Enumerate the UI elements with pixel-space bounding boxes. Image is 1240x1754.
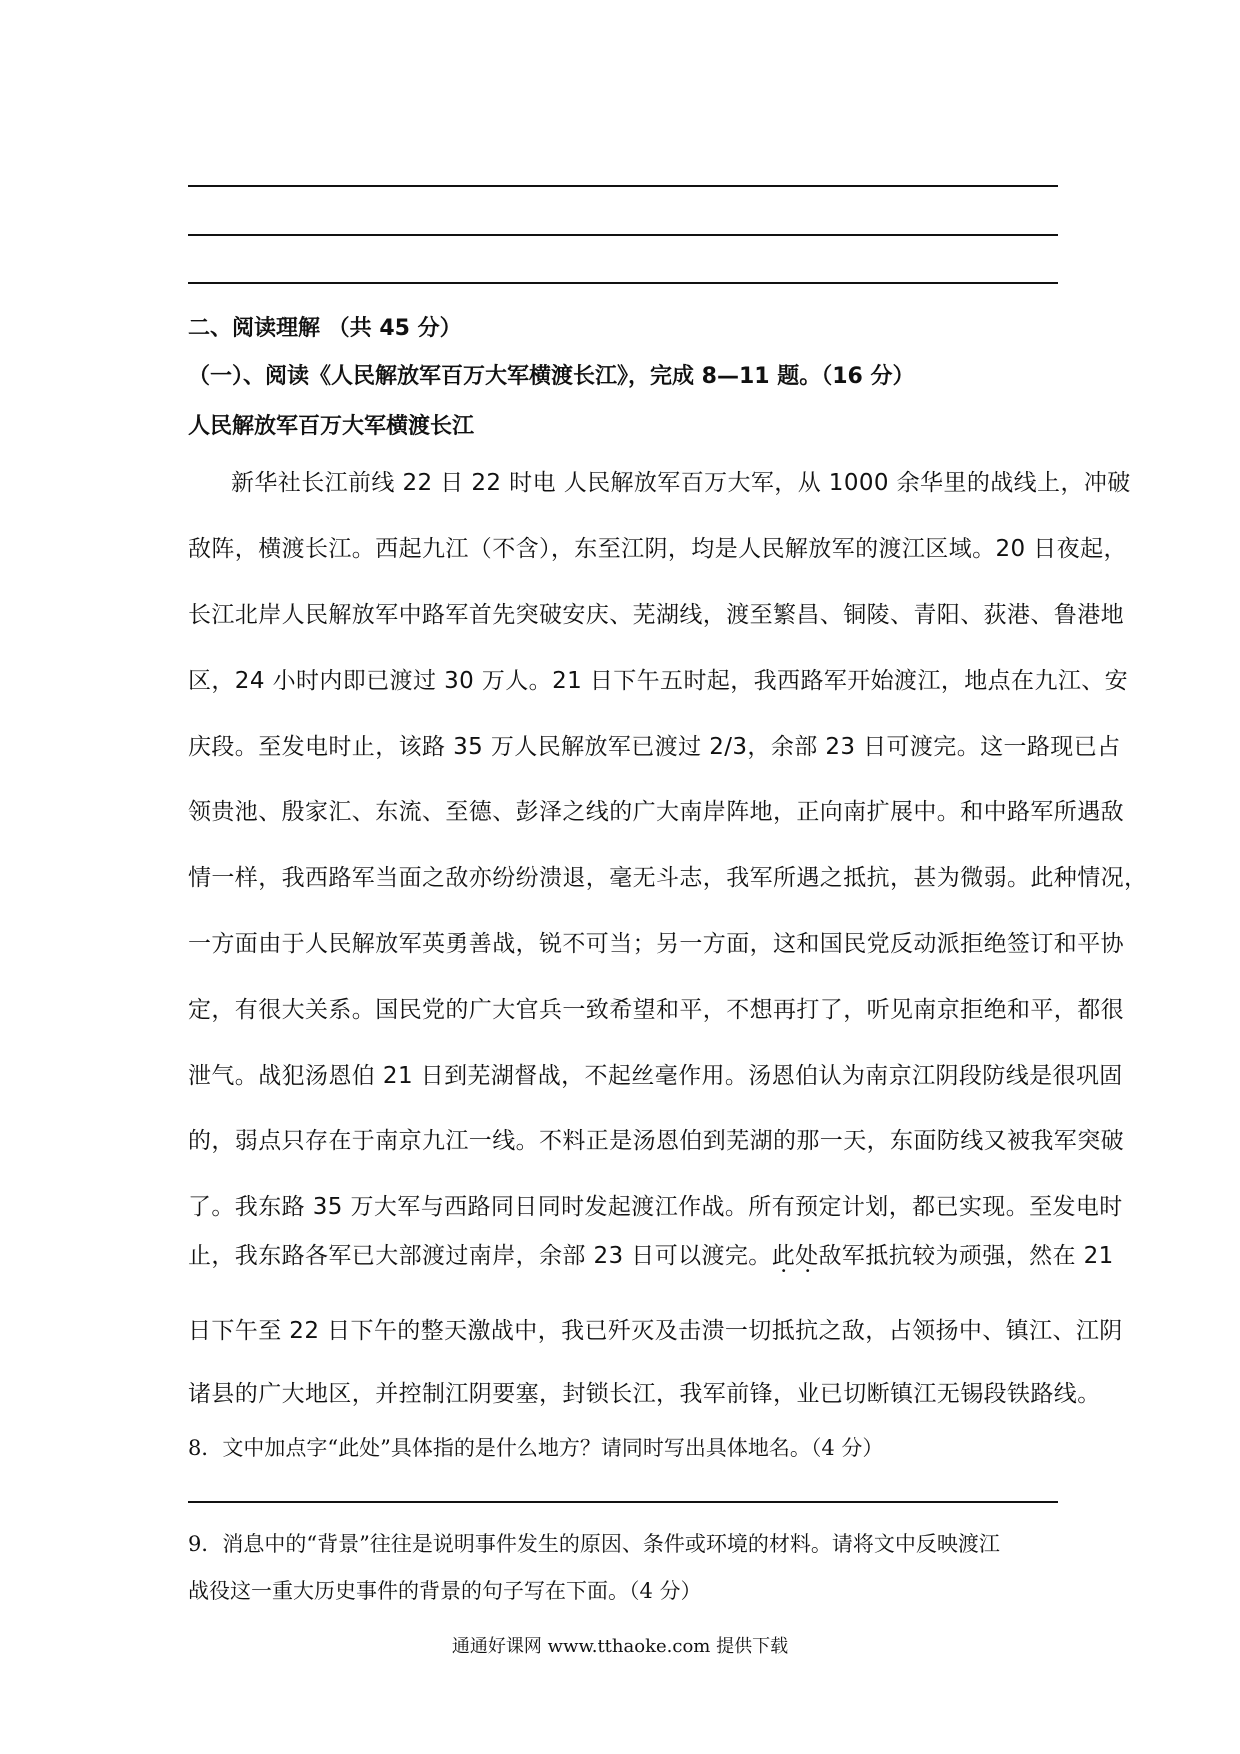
emphasis-dot-icon: • — [780, 1266, 788, 1277]
article-line: 领贵池、殷家汇、东流、至德、彭泽之线的广大南岸阵地，正向南扩展中。和中路军所遇敌 — [188, 799, 1124, 825]
article-line-dotted — [188, 1237, 1114, 1277]
answer-line-q8 — [188, 1501, 1058, 1503]
section-heading: 二、阅读理解 （共 45 分） — [188, 316, 462, 341]
article-line: 定，有很大关系。国民党的广大官兵一致希望和平，不想再打了，听见南京拒绝和平，都很 — [188, 997, 1124, 1023]
dotted-word: 此处 • • — [771, 1243, 819, 1277]
question-8: 8．文中加点字“此处”具体指的是什么地方？请同时写出具体地名。（4 分） — [188, 1436, 884, 1460]
line-text-after: 敌军抵抗较为顽强，然在 21 — [818, 1243, 1114, 1269]
page-footer: 通通好课网 www.tthaoke.com 提供下载 — [451, 1636, 789, 1657]
article-line: 的，弱点只存在于南京九江一线。不料正是汤恩伯到芜湖的那一天，东面防线又被我军突破 — [188, 1128, 1124, 1154]
section-subheading: （一）、阅读《人民解放军百万大军横渡长江》，完成 8—11 题。（16 分） — [188, 364, 915, 389]
article-line: 情一样，我西路军当面之敌亦纷纷溃退，毫无斗志，我军所遇之抵抗，甚为微弱。此种情况， — [188, 865, 1148, 891]
article-line: 一方面由于人民解放军英勇善战，锐不可当；另一方面，这和国民党反动派拒绝签订和平协 — [188, 931, 1124, 957]
question-9-line-2: 战役这一重大历史事件的背景的句子写在下面。（4 分） — [188, 1579, 702, 1603]
article-title: 人民解放军百万大军横渡长江 — [188, 414, 475, 439]
article-line: 区，24 小时内即已渡过 30 万人。21 日下午五时起，我西路军开始渡江，地点在九江、安 — [188, 668, 1129, 694]
answer-line-1 — [188, 185, 1058, 187]
article-line: 了。我东路 35 万大军与西路同日同时发起渡江作战。所有预定计划，都已实现。至发电时 — [188, 1194, 1123, 1220]
emphasis-dot-icon: • — [804, 1266, 812, 1277]
article-line: 诸县的广大地区，并控制江阴要塞，封锁长江，我军前锋，业已切断镇江无锡段铁路线。 — [188, 1381, 1101, 1407]
article-line: 日下午至 22 日下午的整天激战中，我已歼灭及击溃一切抵抗之敌，占领扬中、镇江、江阴 — [188, 1318, 1123, 1344]
article-line: 敌阵，横渡长江。西起九江（不含），东至江阴，均是人民解放军的渡江区域。20 日夜起， — [188, 536, 1127, 562]
article-line: 新华社长江前线 22 日 22 时电 人民解放军百万大军，从 1000 余华里的战线上，冲破 — [231, 470, 1131, 496]
article-line: 泄气。战犯汤恩伯 21 日到芜湖督战，不起丝毫作用。汤恩伯认为南京江阴段防线是很巩固 — [188, 1063, 1123, 1089]
question-9-line-1: 9．消息中的“背景”往往是说明事件发生的原因、条件或环境的材料。请将文中反映渡江 — [188, 1532, 1000, 1556]
article-line: 长江北岸人民解放军中路军首先突破安庆、芜湖线，渡至繁昌、铜陵、青阳、荻港、鲁港地 — [188, 602, 1124, 628]
answer-line-3 — [188, 282, 1058, 284]
answer-line-2 — [188, 234, 1058, 236]
article-line: 庆段。至发电时止，该路 35 万人民解放军已渡过 2/3，余部 23 日可渡完。这一路现已占 — [188, 734, 1121, 760]
line-text-before: 止，我东路各军已大部渡过南岸，余部 23 日可以渡完。 — [188, 1243, 772, 1269]
